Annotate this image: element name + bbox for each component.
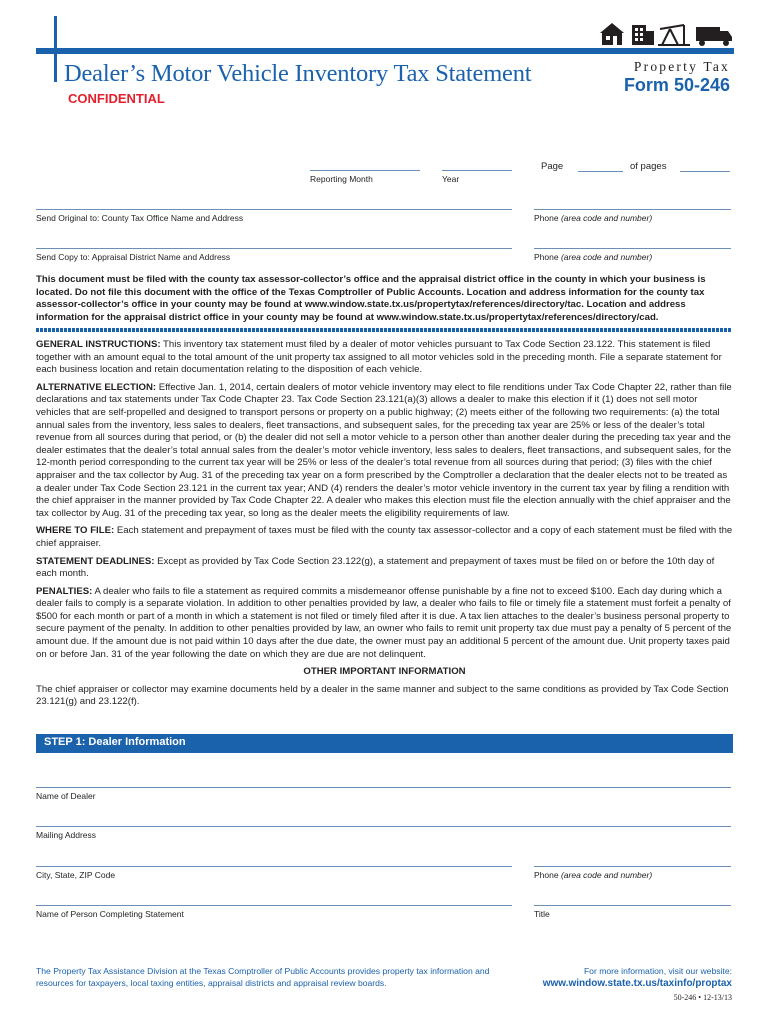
statement-deadlines: STATEMENT DEADLINES: Except as provided by Tax Code Section 23.122(g), a statement and prepayment of taxes must be filed on or before the 10th day of each month. [36, 555, 715, 580]
mailing-address-field[interactable] [36, 826, 731, 827]
footer-more-info [543, 966, 732, 989]
year-label: Year [442, 174, 460, 184]
copy-phone-label: Phone (area code and number) [534, 252, 653, 262]
filing-notice: This document must be filed with the county tax assessor-collector’s office and the appraisal district office in the county in which your business is located. Do not file this document with the office of the Texas Comptroller of Public Accounts. Location and address information for the county tax assessor-collector’s office in your county may be found at www.window.state.tx.us/propertytax/references/directory/tac. Location and address information for the appraisal district office in your county may be found at www.window.state.tx.us/propertytax/references/directory/cad. [36, 274, 706, 323]
step1-title: STEP 1: Dealer Information [44, 736, 186, 748]
title-label: Title [534, 909, 550, 919]
send-copy-label: Send Copy to: Appraisal District Name and Address [36, 252, 231, 262]
category-label: Property Tax [633, 59, 730, 74]
original-phone-field[interactable] [534, 209, 731, 210]
form-code: 50-246 • 12-13/13 [673, 993, 732, 1002]
dashed-divider [36, 328, 731, 332]
form-title: Dealer’s Motor Vehicle Inventory Tax Statement [64, 60, 532, 87]
page-label: Page [541, 161, 564, 172]
dealer-phone-field[interactable] [534, 866, 731, 867]
original-phone-label: Phone (area code and number) [534, 213, 653, 223]
send-original-label: Send Original to: County Tax Office Name and Address [36, 213, 244, 223]
copy-phone-field[interactable] [534, 248, 731, 249]
send-copy-field[interactable] [36, 248, 512, 249]
title-field[interactable] [534, 905, 731, 906]
dealer-name-field[interactable] [36, 787, 731, 788]
send-original-field[interactable] [36, 209, 512, 210]
dealer-phone-label: Phone (area code and number) [534, 870, 653, 880]
property-tax-icons [598, 17, 734, 49]
page-field[interactable] [578, 171, 623, 172]
reporting-month-label: Reporting Month [310, 174, 373, 184]
house-icon [600, 23, 624, 45]
alternative-election: ALTERNATIVE ELECTION: Effective Jan. 1, 2014, certain dealers of motor vehicle inventory may elect to file renditions under Tax Code Chapter 22, rather than file declarations and tax statements under Tax Code Chapter 23. Tax Code Section 23.121(a)(3) allows a dealer to make this election if it (1) does not sell motor vehicles that are self-propelled and designed to transport persons or property on a public highway; (2) meets either of the following two requirements: (a) the total annual sales from the inventory, less sales to dealers, fleet transactions, and subsequent sales, for the preceding tax year are 25% or less of the dealer’s total revenue from all sources during that period, or (b) the dealer did not sell a motor vehicle to a person other than another dealer during the preceding tax year and the dealer estimates that the dealer’s total annual sales from the dealer’s motor vehicle inventory, less sales to dealers, fleet transactions, and subsequent sales, for the 12-month period corresponding to the current tax year will be 25% or less of the dealer’s total revenue from all sources during that period; (3) files with the chief appraiser and the tax collector by Aug. 31 of the preceding tax year on a form prescribed by the Comptroller a declaration that the dealer elects not to be treated as a dealer under Tax Code Section 23.121 in the current tax year; AND (4) renders the dealer’s motor vehicle inventory in the current tax year by filing a rendition with the chief appraiser in the manner provided by Tax Code Chapter 22. A dealer who makes this election must file the election annually with the chief appraiser and the tax collector by Aug. 31 of the preceding tax year, so long as the dealer meets the eligibility requirements of law. [36, 381, 732, 519]
building-icon [632, 25, 654, 45]
truck-icon [696, 27, 732, 46]
penalties: PENALTIES: A dealer who fails to file a statement as required commits a misdemeanor offense punishable by a fine not to exceed $100. Each day during which a dealer fails to comply is a separate violation. In addition to other penalties provided by law, a dealer who fails to file or timely file a statement must forfeit a penalty of $500 for each month or part of a month in which a statement is not filed or timely filed after it is due. A tax lien attaches to the dealer’s business personal property to secure payment of the penalty. In addition to other penalties provided by law, an owner who fails to remit unit property tax due must pay a penalty of 5 percent of the amount due. If the amount due is not paid within 10 days after the due date, the owner must pay an additional 5 percent of the amount due. Unit property taxes paid on or before Jan. 31 of the year following the date on which they are due are not delinquent. [36, 585, 732, 660]
form-number: Form 50-246 [623, 75, 730, 95]
reporting-month-field[interactable] [310, 170, 420, 171]
city-state-zip-label: City, State, ZIP Code [36, 870, 116, 880]
city-state-zip-field[interactable] [36, 866, 512, 867]
general-instructions: GENERAL INSTRUCTIONS: This inventory tax statement must filed by a dealer of motor vehicles pursuant to Tax Code Section 23.122. This statement is filed together with an amount equal to the total amount of the unit property tax assigned to all motor vehicles sold in the preceding month. File a separate statement for each business location and retain documentation relating to the disposition of each vehicle. [36, 339, 722, 376]
website-link[interactable]: www.window.state.tx.us/taxinfo/proptax [542, 977, 732, 989]
person-completing-field[interactable] [36, 905, 512, 906]
person-completing-label: Name of Person Completing Statement [36, 909, 184, 919]
of-pages-label: of pages [630, 161, 667, 172]
other-info-text: The chief appraiser or collector may examine documents held by a dealer in the same manner and subject to the same conditions as provided by Tax Code Section 23.121(g) and 23.122(f). [36, 683, 729, 708]
oil-pump-icon [658, 25, 690, 45]
other-info-heading: OTHER IMPORTANT INFORMATION [303, 666, 466, 678]
of-pages-field[interactable] [680, 171, 730, 172]
where-to-file: WHERE TO FILE: Each statement and prepayment of taxes must be filed with the county tax assessor-collector and a copy of each statement must be filed with the chief appraiser. [36, 525, 733, 549]
confidential-label: CONFIDENTIAL [68, 91, 165, 106]
more-info-text: For more information, visit our website: [583, 966, 732, 976]
dealer-name-label: Name of Dealer [36, 791, 96, 801]
mailing-address-label: Mailing Address [36, 830, 97, 840]
year-field[interactable] [442, 170, 512, 171]
footer-description: The Property Tax Assistance Division at the Texas Comptroller of Public Accounts provides property tax information and resources for taxpayers, local taxing entities, appraisal districts and appraisal review boards. [36, 966, 490, 988]
instructions [36, 339, 733, 714]
